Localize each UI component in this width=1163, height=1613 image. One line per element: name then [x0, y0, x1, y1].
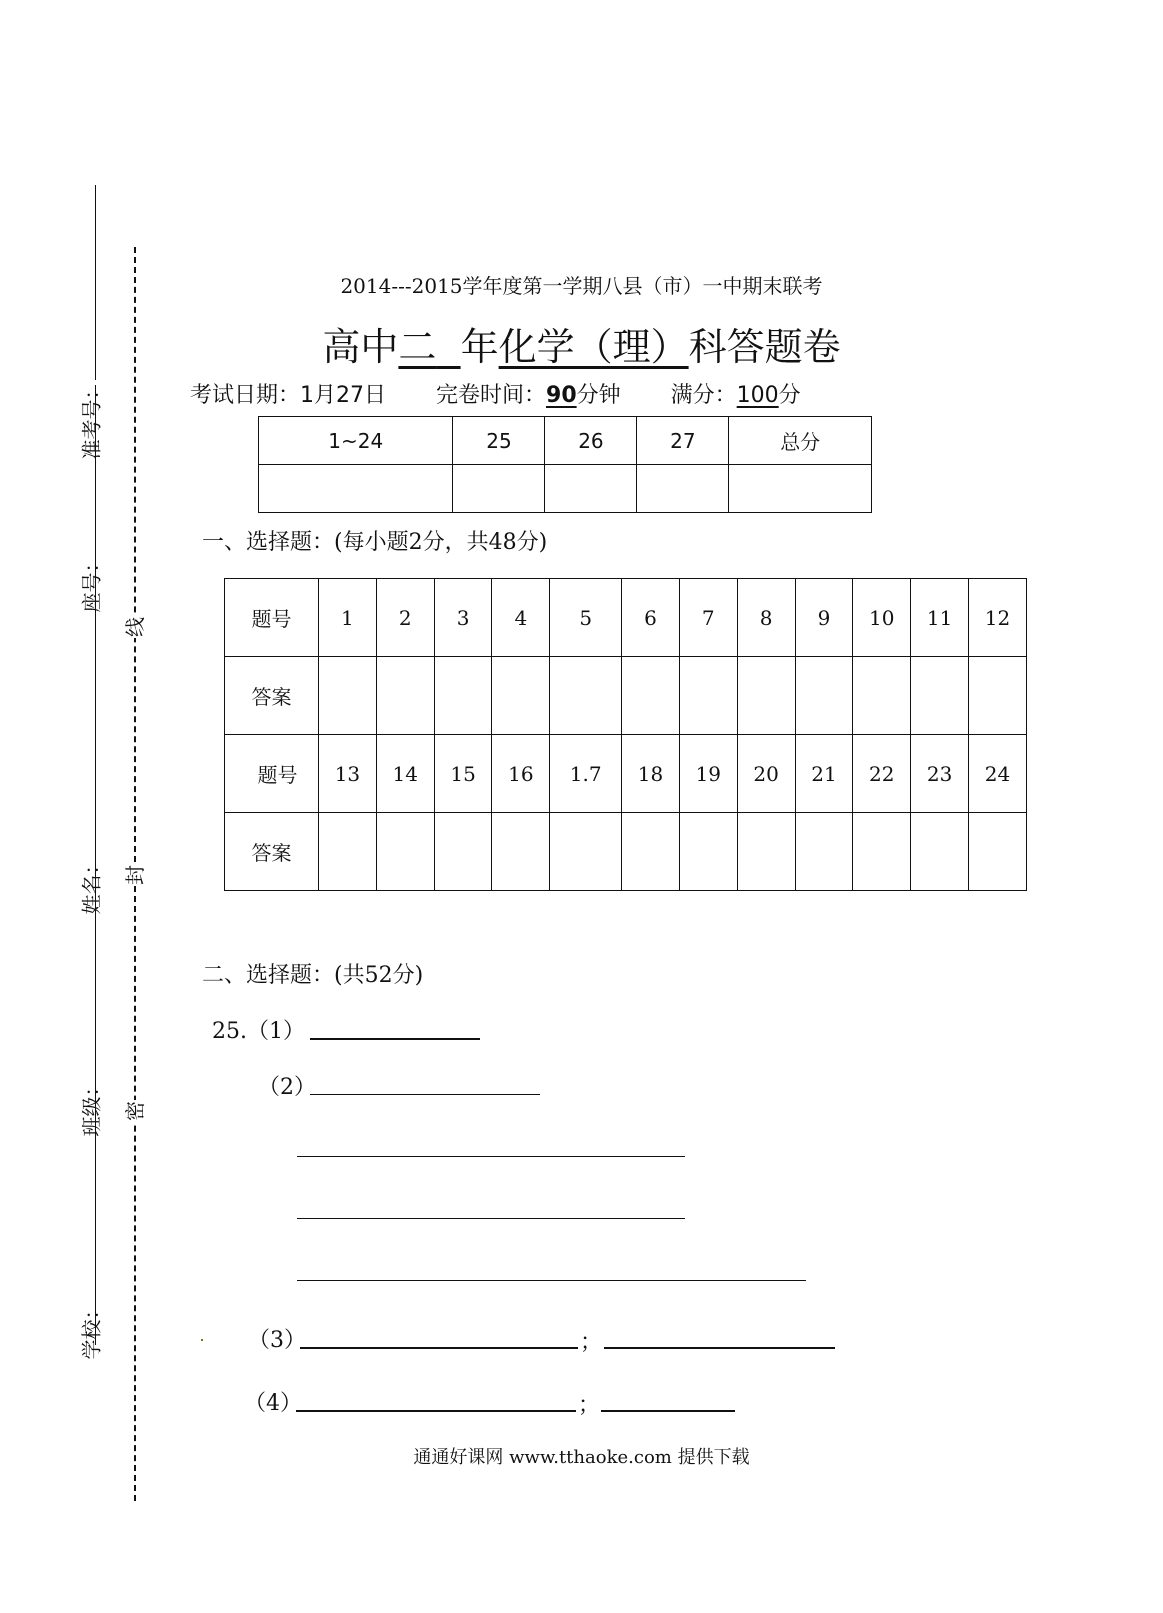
seal-secret-char: 密	[123, 1101, 147, 1121]
q25-1-answer-line[interactable]	[310, 1016, 480, 1040]
seal-line-char: 线	[123, 617, 147, 637]
score-table	[258, 416, 872, 513]
score-blank-cell[interactable]	[637, 465, 729, 513]
answer-number-row	[225, 579, 1027, 657]
question-number: 4	[492, 579, 550, 657]
question-number: 19	[679, 735, 737, 813]
answer-number-row	[225, 735, 1027, 813]
score-table-blank-row	[259, 465, 872, 513]
answer-cell[interactable]	[492, 657, 550, 735]
q25-2-label: （2）	[258, 1075, 316, 1100]
answer-cell[interactable]	[376, 813, 434, 891]
question-number: 23	[911, 735, 969, 813]
time-label: 完卷时间：	[436, 383, 547, 408]
class-label: 班级：	[79, 1076, 104, 1137]
score-unit: 分	[778, 383, 801, 408]
question-number: 8	[737, 579, 795, 657]
section2-heading: 二、选择题：(共52分)	[202, 963, 424, 988]
q25-2-line-c[interactable]	[297, 1258, 806, 1281]
question-number: 11	[911, 579, 969, 657]
question-number: 9	[795, 579, 853, 657]
question-number: 10	[853, 579, 911, 657]
score-label: 满分：	[670, 383, 737, 408]
question-number: 1.7	[550, 735, 622, 813]
question-number: 1	[319, 579, 377, 657]
answer-cell[interactable]	[969, 813, 1027, 891]
exam-meta	[190, 378, 801, 409]
q25-4-label: （4）	[244, 1391, 302, 1416]
q25-4-answer-line-a[interactable]	[296, 1388, 576, 1412]
score-header-cell: 25	[453, 417, 545, 465]
question-number: 22	[853, 735, 911, 813]
q25-2-answer-line[interactable]	[310, 1072, 540, 1095]
answer-row	[225, 813, 1027, 891]
score-header-cell: 总分	[729, 417, 872, 465]
stray-dot	[201, 1339, 203, 1341]
answer-cell[interactable]	[911, 813, 969, 891]
row-label-number: 题号	[225, 735, 319, 813]
q25-3-answer-line-a[interactable]	[300, 1325, 578, 1349]
name-label: 姓名：	[79, 854, 104, 915]
answer-cell[interactable]	[434, 657, 492, 735]
score-blank-cell[interactable]	[545, 465, 637, 513]
question-number: 5	[550, 579, 622, 657]
answer-cell[interactable]	[376, 657, 434, 735]
q25-1-label: 25.（1）	[212, 1019, 305, 1044]
score-table-header-row	[259, 417, 872, 465]
question-number: 14	[376, 735, 434, 813]
answer-cell[interactable]	[622, 813, 680, 891]
answer-cell[interactable]	[969, 657, 1027, 735]
answer-table	[224, 578, 1027, 891]
question-number: 15	[434, 735, 492, 813]
time-unit: 分钟	[576, 383, 621, 408]
answer-cell[interactable]	[737, 657, 795, 735]
school-label: 学校：	[79, 1299, 104, 1360]
question-number: 24	[969, 735, 1027, 813]
score-header-cell: 1~24	[259, 417, 453, 465]
score-blank-cell[interactable]	[729, 465, 872, 513]
score-value: 100	[736, 383, 779, 408]
answer-cell[interactable]	[622, 657, 680, 735]
q25-3-separator: ；	[580, 1330, 603, 1355]
answer-cell[interactable]	[737, 813, 795, 891]
answer-cell[interactable]	[319, 813, 377, 891]
answer-cell[interactable]	[679, 813, 737, 891]
score-header-cell: 27	[637, 417, 729, 465]
answer-cell[interactable]	[795, 813, 853, 891]
row-label-answer: 答案	[225, 657, 319, 735]
seal-seal-char: 封	[123, 865, 147, 885]
q25-3-label: （3）	[248, 1328, 306, 1353]
question-number: 21	[795, 735, 853, 813]
q25-3-answer-line-b[interactable]	[604, 1325, 835, 1349]
row-label-number: 题号	[225, 579, 319, 657]
answer-cell[interactable]	[434, 813, 492, 891]
exam-number-label: 准考号：	[79, 379, 104, 460]
question-number: 18	[622, 735, 680, 813]
answer-cell[interactable]	[911, 657, 969, 735]
score-blank-cell[interactable]	[453, 465, 545, 513]
title-grade: 二	[398, 325, 437, 369]
title-subject: 化学（理）	[498, 325, 689, 369]
answer-cell[interactable]	[550, 813, 622, 891]
score-header-cell: 26	[545, 417, 637, 465]
time-value: 90	[546, 383, 577, 408]
question-number: 13	[319, 735, 377, 813]
answer-cell[interactable]	[679, 657, 737, 735]
question-number: 2	[376, 579, 434, 657]
answer-cell[interactable]	[853, 657, 911, 735]
q25-4-answer-line-b[interactable]	[601, 1388, 735, 1412]
title-year: 年	[460, 325, 499, 369]
q25-2-line-a[interactable]	[297, 1134, 685, 1157]
title-suffix: 科答题卷	[688, 325, 841, 369]
answer-cell[interactable]	[550, 657, 622, 735]
score-blank-cell[interactable]	[259, 465, 453, 513]
answer-cell[interactable]	[853, 813, 911, 891]
q25-4-separator: ；	[578, 1393, 601, 1418]
page-title	[0, 316, 1163, 371]
answer-cell[interactable]	[492, 813, 550, 891]
answer-row	[225, 657, 1027, 735]
answer-cell[interactable]	[319, 657, 377, 735]
q25-2-line-b[interactable]	[297, 1196, 685, 1219]
question-number: 20	[737, 735, 795, 813]
exam-date: 考试日期：1月27日	[190, 383, 386, 408]
question-number: 3	[434, 579, 492, 657]
answer-cell[interactable]	[795, 657, 853, 735]
question-number: 7	[679, 579, 737, 657]
question-number: 12	[969, 579, 1027, 657]
exam-line: 2014---2015学年度第一学期八县（市）一中期末联考	[340, 274, 823, 298]
seat-number-label: 座号：	[79, 552, 104, 613]
question-number: 6	[622, 579, 680, 657]
question-number: 16	[492, 735, 550, 813]
title-prefix: 高中	[322, 325, 399, 369]
footer-source: 通通好课网 www.tthaoke.com 提供下载	[413, 1447, 750, 1468]
row-label-answer: 答案	[225, 813, 319, 891]
section1-heading: 一、选择题：(每小题2分，共48分)	[202, 530, 548, 555]
